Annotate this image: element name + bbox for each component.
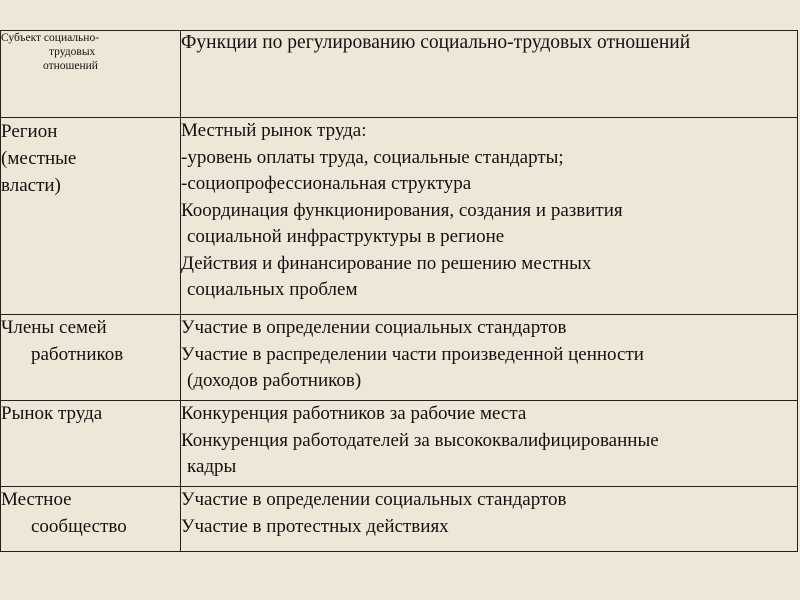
header-subject-line: трудовых — [49, 46, 96, 58]
subject-cell-community — [1, 487, 181, 552]
table-row — [1, 315, 798, 401]
function-line: (доходов работников) — [187, 370, 362, 391]
regulation-functions-table — [0, 30, 798, 552]
subject-line: Регион — [1, 121, 58, 142]
function-line: -уровень оплаты труда, социальные стандарты; — [181, 146, 564, 168]
table-row — [1, 487, 798, 552]
function-line: Конкуренция работников за рабочие места — [181, 403, 527, 424]
function-line: Местный рынок труда: — [181, 120, 367, 141]
subject-line: Рынок труда — [1, 403, 103, 424]
function-line: Действия и финансирование по решению местных — [181, 252, 592, 274]
table-header-row — [1, 31, 798, 118]
subject-line: работников — [31, 343, 124, 365]
subject-line: Члены семей — [1, 317, 107, 338]
subject-cell-labor-market — [1, 401, 181, 487]
subject-cell-region — [1, 118, 181, 315]
function-line: Участие в протестных действиях — [181, 515, 449, 537]
function-line: Конкуренция работодателей за высококвалифицированные — [181, 429, 659, 451]
functions-cell-community — [181, 487, 798, 552]
functions-cell-region — [181, 118, 798, 315]
header-subject-line: Субъект социально- — [1, 32, 100, 44]
header-functions-title: Функции по регулированию социально-трудовых отношений — [181, 32, 691, 53]
functions-cell-labor-market — [181, 401, 798, 487]
table-row — [1, 401, 798, 487]
subject-cell-family — [1, 315, 181, 401]
header-functions-cell — [181, 31, 798, 118]
subject-line: сообщество — [31, 515, 127, 537]
subject-line: (местные — [1, 148, 77, 169]
functions-cell-family — [181, 315, 798, 401]
subject-line: Местное — [1, 489, 72, 510]
function-line: кадры — [187, 456, 237, 477]
function-line: -социопрофессиональная структура — [181, 173, 472, 194]
function-line: Участие в определении социальных стандартов — [181, 489, 567, 510]
function-line: социальных проблем — [187, 279, 358, 300]
function-line: Координация функционирования, создания и развития — [181, 199, 623, 221]
table-row — [1, 118, 798, 315]
header-subject-cell — [1, 31, 181, 118]
function-line: Участие в распределении части произведенной ценности — [181, 343, 644, 365]
function-line: Участие в определении социальных стандартов — [181, 317, 567, 338]
header-subject-line: отношений — [43, 60, 98, 72]
subject-line: власти) — [1, 175, 61, 196]
function-line: социальной инфраструктуры в регионе — [187, 226, 505, 247]
